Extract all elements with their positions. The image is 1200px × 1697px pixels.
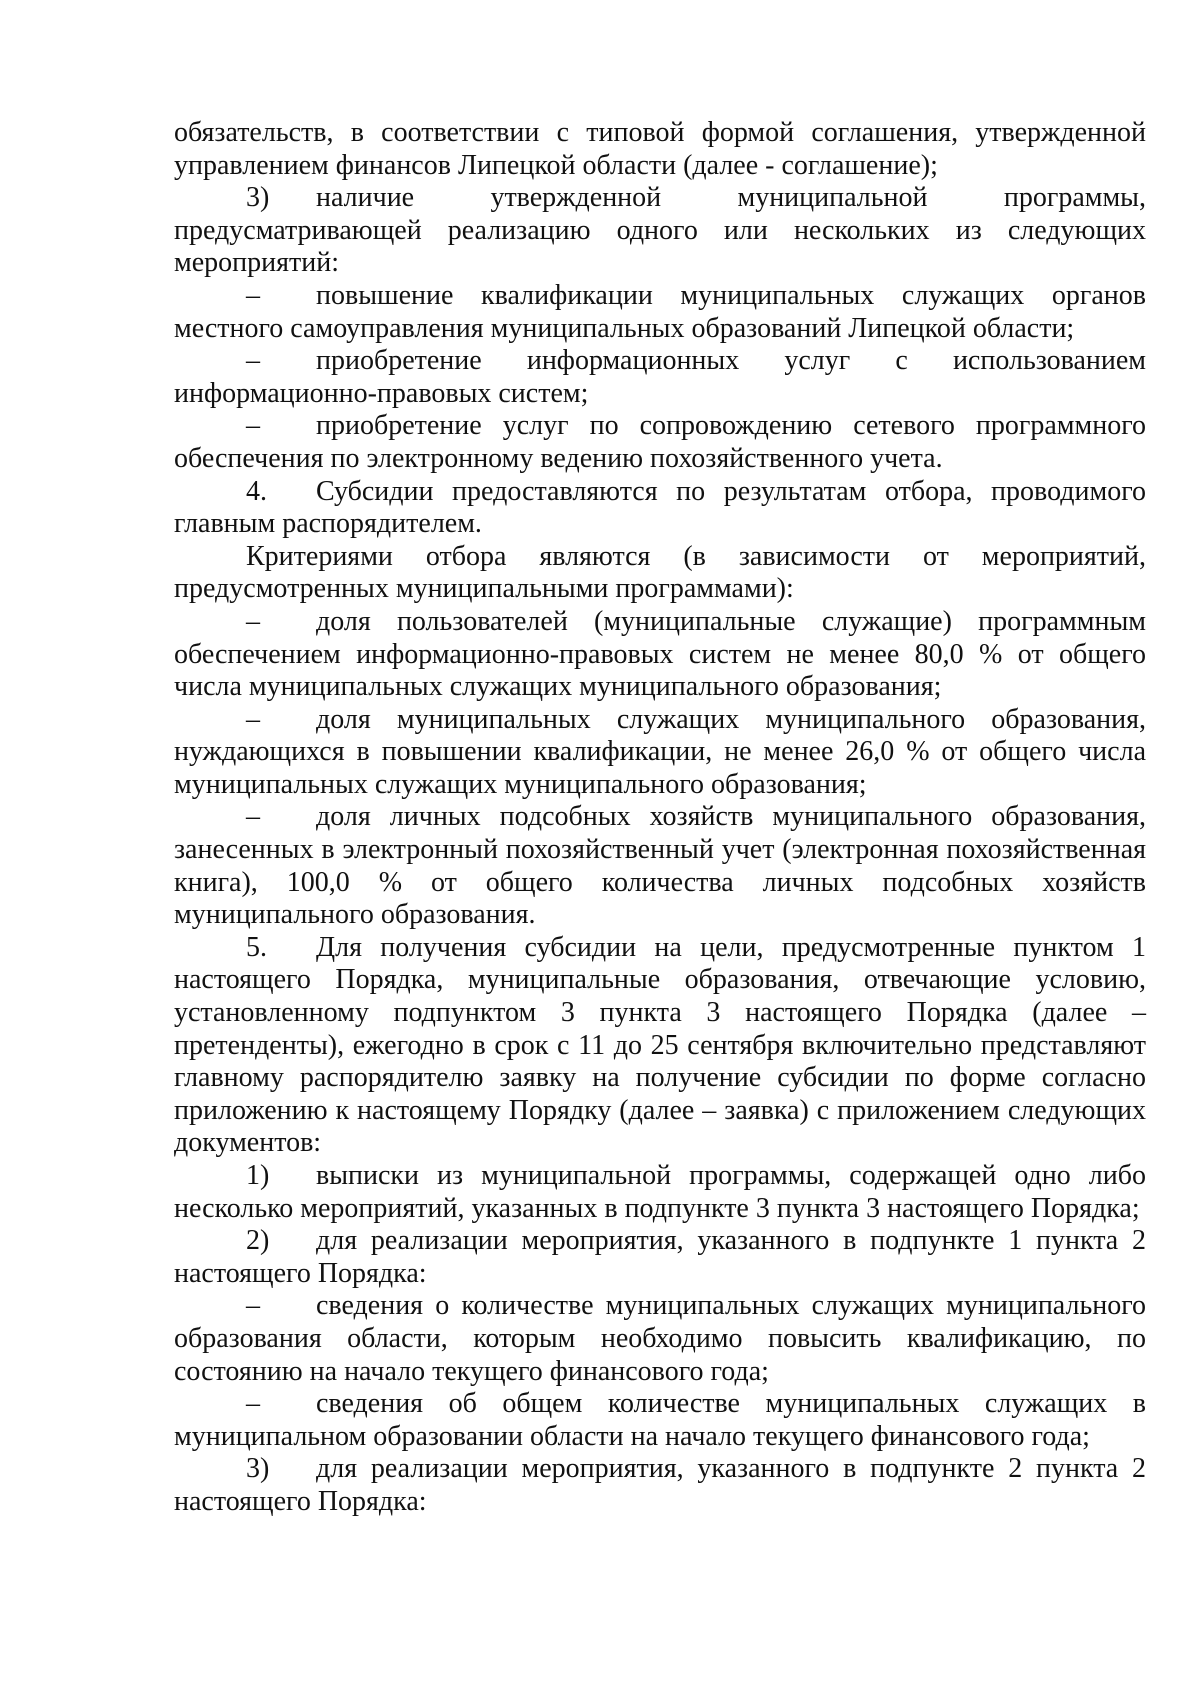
list-marker: – [246, 1290, 260, 1322]
paragraph-bullet-qualification [174, 280, 1146, 345]
paragraph-bullet-information-services [174, 345, 1146, 410]
paragraph-text: Субсидии предоставляются по результатам отбора, проводимого главным распорядителем. [174, 475, 1146, 540]
list-marker: – [246, 1388, 260, 1420]
list-marker: – [246, 410, 260, 442]
list-marker: 3) [246, 182, 270, 214]
paragraph-bullet-households-share [174, 801, 1146, 931]
paragraph-text: приобретение услуг по сопровождению сетевого программного обеспечения по электронному ведению похозяйственного учета. [174, 410, 1146, 474]
list-marker: 5. [246, 931, 267, 963]
paragraph-bullet-total-employees [174, 1388, 1146, 1453]
list-marker: – [246, 703, 260, 735]
paragraph-text: для реализации мероприятия, указанного в подпункте 1 пункта 2 настоящего Порядка: [174, 1225, 1146, 1289]
paragraph-section-5 [174, 932, 1146, 1160]
paragraph-text: доля пользователей (муниципальные служащие) программным обеспечением информационно-правовых систем не менее 80,0 % от общего числа муниципальных служащих муниципального образования; [174, 605, 1146, 703]
list-marker: 4. [246, 475, 267, 507]
paragraph-text: сведения об общем количестве муниципальных служащих в муниципальном образовании области на начало текущего финансового года; [174, 1388, 1146, 1452]
paragraph-bullet-employees-share [174, 704, 1146, 802]
paragraph-item-1-extracts [174, 1160, 1146, 1225]
paragraph-text: сведения о количестве муниципальных служащих муниципального образования области, которым необходимо повысить квалификацию, по состоянию на начало текущего финансового года; [174, 1290, 1146, 1387]
paragraph-text: обязательств, в соответствии с типовой формой соглашения, утвержденной управлением финансов Липецкой области (далее - соглашение); [174, 117, 1146, 181]
list-marker: 2) [246, 1225, 270, 1257]
document-page [174, 117, 1146, 1519]
list-marker: – [246, 801, 260, 833]
paragraph-bullet-users-share [174, 606, 1146, 704]
paragraph-text: Для получения субсидии на цели, предусмотренные пунктом 1 настоящего Порядка, муниципальные образования, отвечающие условию, установленному подпунктом 3 пункта 3 настоящего Порядка (далее – претенденты), ежегодно в срок с 11 до 25 сентября включительно представляют главному распорядителю заявку на получение субсидии по форме согласно приложению к настоящему Порядку (далее – заявка) с приложением следующих документов: [174, 931, 1146, 1159]
paragraph-selection-criteria [174, 541, 1146, 606]
paragraph-item-3-measure [174, 1453, 1146, 1518]
paragraph-text: доля личных подсобных хозяйств муниципального образования, занесенных в электронный похозяйственный учет (электронная похозяйственная книга), 100,0 % от общего количества личных подсобных хозяйств муниципального образования. [174, 801, 1146, 931]
paragraph-text: выписки из муниципальной программы, содержащей одно либо несколько мероприятий, указанных в подпункте 3 пункта 3 настоящего Порядка; [174, 1160, 1146, 1224]
paragraph-text: для реализации мероприятия, указанного в подпункте 2 пункта 2 настоящего Порядка: [174, 1453, 1146, 1517]
paragraph-text: наличие утвержденной муниципальной программы, предусматривающей реализацию одного или нескольких из следующих мероприятий: [174, 182, 1146, 279]
paragraph-text: повышение квалификации муниципальных служащих органов местного самоуправления муниципальных образований Липецкой области; [174, 279, 1146, 344]
list-marker: – [246, 345, 260, 377]
paragraph-section-4 [174, 476, 1146, 541]
list-marker: 3) [246, 1453, 270, 1485]
list-marker: – [246, 605, 260, 637]
paragraph-text: приобретение информационных услуг с использованием информационно-правовых систем; [174, 345, 1146, 409]
paragraph-agreement-end [174, 117, 1146, 182]
paragraph-item-3-program [174, 182, 1146, 280]
paragraph-text: Критериями отбора являются (в зависимости от мероприятий, предусмотренных муниципальными программами): [174, 540, 1146, 605]
paragraph-item-2-measure [174, 1225, 1146, 1290]
paragraph-text: доля муниципальных служащих муниципального образования, нуждающихся в повышении квалификации, не менее 26,0 % от общего числа муниципальных служащих муниципального образования; [174, 703, 1146, 800]
list-marker: 1) [246, 1160, 270, 1191]
paragraph-bullet-qualification-info [174, 1290, 1146, 1388]
paragraph-bullet-software-support [174, 410, 1146, 475]
list-marker: – [246, 279, 260, 311]
